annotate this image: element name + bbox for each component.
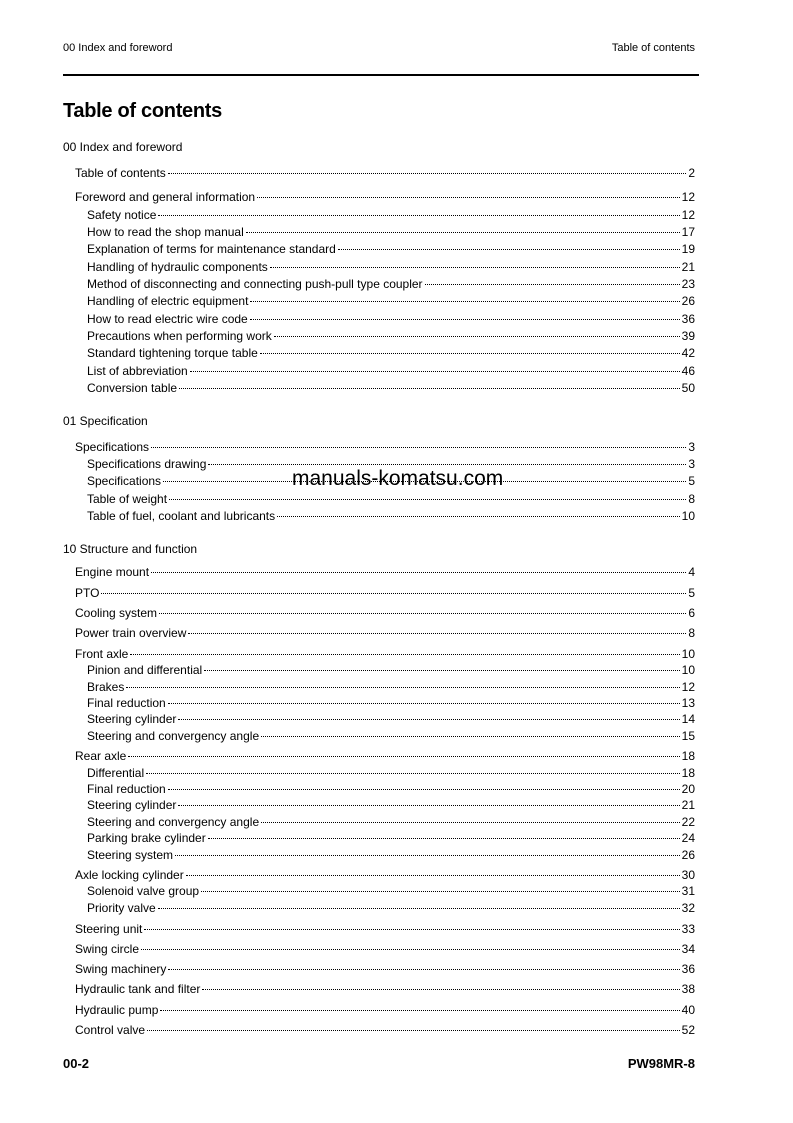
toc-entry-label: Pinion and differential bbox=[87, 663, 203, 677]
toc-entry-label: Swing circle bbox=[75, 942, 140, 956]
toc-entry-page: 39 bbox=[681, 329, 695, 343]
toc-entry-label: PTO bbox=[75, 586, 100, 600]
dot-leader bbox=[190, 361, 680, 375]
toc-entry-page: 4 bbox=[688, 565, 695, 579]
toc-entry-label: Steering unit bbox=[75, 922, 143, 936]
toc-entry-page: 12 bbox=[681, 208, 695, 222]
toc-entry-page: 22 bbox=[681, 815, 695, 829]
dot-leader bbox=[178, 795, 679, 809]
toc-entry-label: Precautions when performing work bbox=[87, 329, 272, 343]
dot-leader bbox=[168, 959, 679, 973]
toc-entry[interactable] bbox=[87, 709, 695, 726]
dot-leader bbox=[159, 603, 686, 617]
toc-entry-label: Front axle bbox=[75, 647, 129, 661]
toc-entry[interactable] bbox=[75, 644, 695, 661]
dot-leader bbox=[257, 187, 680, 201]
toc-entry-page: 2 bbox=[688, 166, 695, 180]
toc-entry-page: 12 bbox=[681, 190, 695, 204]
toc-entry[interactable] bbox=[87, 898, 695, 915]
toc-entry[interactable] bbox=[87, 845, 695, 862]
toc-entry-page: 46 bbox=[681, 364, 695, 378]
dot-leader bbox=[169, 489, 686, 503]
toc-entry-label: Table of fuel, coolant and lubricants bbox=[87, 509, 276, 523]
toc-entry[interactable] bbox=[75, 623, 695, 640]
toc-entry-label: Table of contents bbox=[75, 166, 166, 180]
toc-entry[interactable] bbox=[87, 677, 695, 694]
toc-entry-label: Explanation of terms for maintenance standard bbox=[87, 242, 336, 256]
dot-leader bbox=[158, 898, 680, 912]
toc-entry-page: 52 bbox=[681, 1023, 695, 1037]
toc-entry-page: 23 bbox=[681, 277, 695, 291]
toc-entry-page: 6 bbox=[688, 606, 695, 620]
toc-entry[interactable] bbox=[87, 726, 695, 743]
toc-entry[interactable] bbox=[75, 1000, 695, 1017]
toc-entry-label: Steering system bbox=[87, 848, 174, 862]
toc-entry-label: Hydraulic tank and filter bbox=[75, 982, 201, 996]
toc-entry-page: 42 bbox=[681, 346, 695, 360]
toc-entry-label: Steering and convergency angle bbox=[87, 729, 260, 743]
page-title: Table of contents bbox=[63, 100, 222, 122]
toc-entry[interactable] bbox=[75, 437, 695, 454]
toc-entry[interactable] bbox=[87, 257, 695, 274]
toc-entry-label: How to read the shop manual bbox=[87, 225, 244, 239]
section-heading: 00 Index and foreword bbox=[63, 140, 183, 154]
toc-entry[interactable] bbox=[75, 163, 695, 180]
toc-entry-page: 34 bbox=[681, 942, 695, 956]
toc-entry[interactable] bbox=[87, 205, 695, 222]
dot-leader bbox=[179, 378, 680, 392]
toc-entry-label: Specifications bbox=[75, 440, 150, 454]
toc-entry-label: Steering cylinder bbox=[87, 712, 177, 726]
toc-entry-page: 26 bbox=[681, 848, 695, 862]
dot-leader bbox=[130, 644, 679, 658]
toc-entry-page: 32 bbox=[681, 901, 695, 915]
toc-entry-page: 38 bbox=[681, 982, 695, 996]
toc-entry-label: Standard tightening torque table bbox=[87, 346, 258, 360]
toc-entry-label: Swing machinery bbox=[75, 962, 167, 976]
running-header-left: 00 Index and foreword bbox=[63, 42, 173, 54]
toc-entry-page: 18 bbox=[681, 749, 695, 763]
toc-entry-label: How to read electric wire code bbox=[87, 312, 248, 326]
toc-entry[interactable] bbox=[87, 343, 695, 360]
toc-entry-label: Differential bbox=[87, 766, 145, 780]
dot-leader bbox=[208, 828, 680, 842]
section-heading: 10 Structure and function bbox=[63, 542, 198, 556]
toc-entry[interactable] bbox=[87, 660, 695, 677]
running-header-right: Table of contents bbox=[611, 42, 695, 54]
dot-leader bbox=[250, 309, 680, 323]
toc-entry-page: 36 bbox=[681, 962, 695, 976]
dot-leader bbox=[261, 812, 680, 826]
dot-leader bbox=[141, 939, 680, 953]
toc-entry-page: 20 bbox=[681, 782, 695, 796]
toc-entry[interactable] bbox=[87, 506, 695, 523]
toc-entry-label: Final reduction bbox=[87, 696, 166, 710]
dot-leader bbox=[151, 437, 686, 451]
dot-leader bbox=[168, 779, 680, 793]
toc-entry-page: 33 bbox=[681, 922, 695, 936]
toc-entry[interactable] bbox=[87, 489, 695, 506]
dot-leader bbox=[126, 677, 679, 691]
toc-entry-label: Rear axle bbox=[75, 749, 127, 763]
dot-leader bbox=[270, 257, 680, 271]
toc-entry-page: 30 bbox=[681, 868, 695, 882]
toc-entry[interactable] bbox=[75, 919, 695, 936]
dot-leader bbox=[338, 239, 680, 253]
section-heading: 01 Specification bbox=[63, 414, 148, 428]
toc-entry-label: Parking brake cylinder bbox=[87, 831, 206, 845]
toc-entry[interactable] bbox=[87, 274, 695, 291]
toc-entry-label: Table of weight bbox=[87, 492, 168, 506]
toc-entry-page: 10 bbox=[681, 509, 695, 523]
toc-entry[interactable] bbox=[87, 795, 695, 812]
dot-leader bbox=[261, 726, 680, 740]
toc-entry-page: 3 bbox=[688, 457, 695, 471]
toc-entry[interactable] bbox=[87, 361, 695, 378]
toc-entry-page: 21 bbox=[681, 260, 695, 274]
page-number: 00-2 bbox=[63, 1056, 90, 1071]
toc-entry-page: 40 bbox=[681, 1003, 695, 1017]
dot-leader bbox=[160, 1000, 679, 1014]
toc-entry-label: Control valve bbox=[75, 1023, 146, 1037]
toc-entry-page: 12 bbox=[681, 680, 695, 694]
toc-entry[interactable] bbox=[75, 1020, 695, 1037]
toc-entry[interactable] bbox=[75, 746, 695, 763]
toc-entry[interactable] bbox=[87, 881, 695, 898]
toc-entry-label: Final reduction bbox=[87, 782, 166, 796]
toc-entry[interactable] bbox=[75, 939, 695, 956]
dot-leader bbox=[425, 274, 680, 288]
toc-entry-label: Cooling system bbox=[75, 606, 158, 620]
dot-leader bbox=[208, 454, 686, 468]
toc-entry-label: Steering cylinder bbox=[87, 798, 177, 812]
toc-entry[interactable] bbox=[75, 562, 695, 579]
toc-entry-label: Conversion table bbox=[87, 381, 178, 395]
toc-entry-label: Solenoid valve group bbox=[87, 884, 200, 898]
toc-entry[interactable] bbox=[87, 378, 695, 395]
dot-leader bbox=[158, 205, 679, 219]
toc-entry-label: Handling of hydraulic components bbox=[87, 260, 268, 274]
toc-entry[interactable] bbox=[87, 693, 695, 710]
toc-entry-page: 15 bbox=[681, 729, 695, 743]
toc-entry[interactable] bbox=[87, 222, 695, 239]
toc-entry[interactable] bbox=[87, 828, 695, 845]
toc-entry-page: 5 bbox=[688, 586, 695, 600]
dot-leader bbox=[147, 1020, 680, 1034]
toc-entry-page: 3 bbox=[688, 440, 695, 454]
toc-entry-page: 10 bbox=[681, 663, 695, 677]
toc-entry-label: Priority valve bbox=[87, 901, 156, 915]
dot-leader bbox=[246, 222, 680, 236]
toc-entry[interactable] bbox=[87, 779, 695, 796]
toc-entry[interactable] bbox=[75, 187, 695, 204]
watermark: manuals-komatsu.com bbox=[292, 467, 504, 490]
toc-entry-page: 8 bbox=[688, 626, 695, 640]
toc-entry[interactable] bbox=[75, 583, 695, 600]
toc-entry-page: 18 bbox=[681, 766, 695, 780]
dot-leader bbox=[178, 709, 679, 723]
dot-leader bbox=[188, 623, 686, 637]
toc-entry[interactable] bbox=[87, 326, 695, 343]
toc-entry-page: 17 bbox=[681, 225, 695, 239]
toc-entry-page: 10 bbox=[681, 647, 695, 661]
toc-entry-page: 24 bbox=[681, 831, 695, 845]
toc-entry-page: 36 bbox=[681, 312, 695, 326]
toc-entry-page: 19 bbox=[681, 242, 695, 256]
dot-leader bbox=[250, 291, 679, 305]
toc-entry-label: Steering and convergency angle bbox=[87, 815, 260, 829]
dot-leader bbox=[146, 763, 680, 777]
toc-entry-label: Hydraulic pump bbox=[75, 1003, 159, 1017]
dot-leader bbox=[274, 326, 680, 340]
dot-leader bbox=[204, 660, 679, 674]
dot-leader bbox=[168, 693, 680, 707]
toc-entry-page: 26 bbox=[681, 294, 695, 308]
dot-leader bbox=[186, 865, 680, 879]
dot-leader bbox=[128, 746, 679, 760]
toc-entry-page: 31 bbox=[681, 884, 695, 898]
toc-entry[interactable] bbox=[75, 979, 695, 996]
dot-leader bbox=[101, 583, 686, 597]
dot-leader bbox=[168, 163, 687, 177]
toc-entry-label: Axle locking cylinder bbox=[75, 868, 184, 882]
toc-entry-page: 14 bbox=[681, 712, 695, 726]
model-number: PW98MR-8 bbox=[627, 1056, 695, 1071]
dot-leader bbox=[202, 979, 679, 993]
toc-entry[interactable] bbox=[87, 309, 695, 326]
toc-entry-label: Power train overview bbox=[75, 626, 187, 640]
dot-leader bbox=[151, 562, 686, 576]
toc-entry-label: Specifications drawing bbox=[87, 457, 207, 471]
dot-leader bbox=[201, 881, 680, 895]
toc-entry-page: 8 bbox=[688, 492, 695, 506]
toc-entry[interactable] bbox=[87, 291, 695, 308]
toc-entry-label: Specifications bbox=[87, 474, 162, 488]
toc-entry[interactable] bbox=[75, 959, 695, 976]
toc-entry[interactable] bbox=[87, 763, 695, 780]
toc-entry-page: 21 bbox=[681, 798, 695, 812]
toc-entry-label: Brakes bbox=[87, 680, 125, 694]
dot-leader bbox=[175, 845, 680, 859]
toc-entry-label: Engine mount bbox=[75, 565, 150, 579]
toc-entry-page: 50 bbox=[681, 381, 695, 395]
dot-leader bbox=[144, 919, 679, 933]
toc-entry-page: 13 bbox=[681, 696, 695, 710]
toc-entry-page: 5 bbox=[688, 474, 695, 488]
toc-entry[interactable] bbox=[87, 239, 695, 256]
toc-entry[interactable] bbox=[75, 603, 695, 620]
dot-leader bbox=[277, 506, 680, 520]
toc-entry-label: Foreword and general information bbox=[75, 190, 256, 204]
toc-entry-label: Handling of electric equipment bbox=[87, 294, 249, 308]
toc-entry-label: List of abbreviation bbox=[87, 364, 188, 378]
toc-entry[interactable] bbox=[75, 865, 695, 882]
toc-entry[interactable] bbox=[87, 812, 695, 829]
toc-entry-label: Safety notice bbox=[87, 208, 157, 222]
header-rule bbox=[63, 74, 699, 76]
dot-leader bbox=[260, 343, 680, 357]
toc-entry-label: Method of disconnecting and connecting push-pull type coupler bbox=[87, 277, 423, 291]
